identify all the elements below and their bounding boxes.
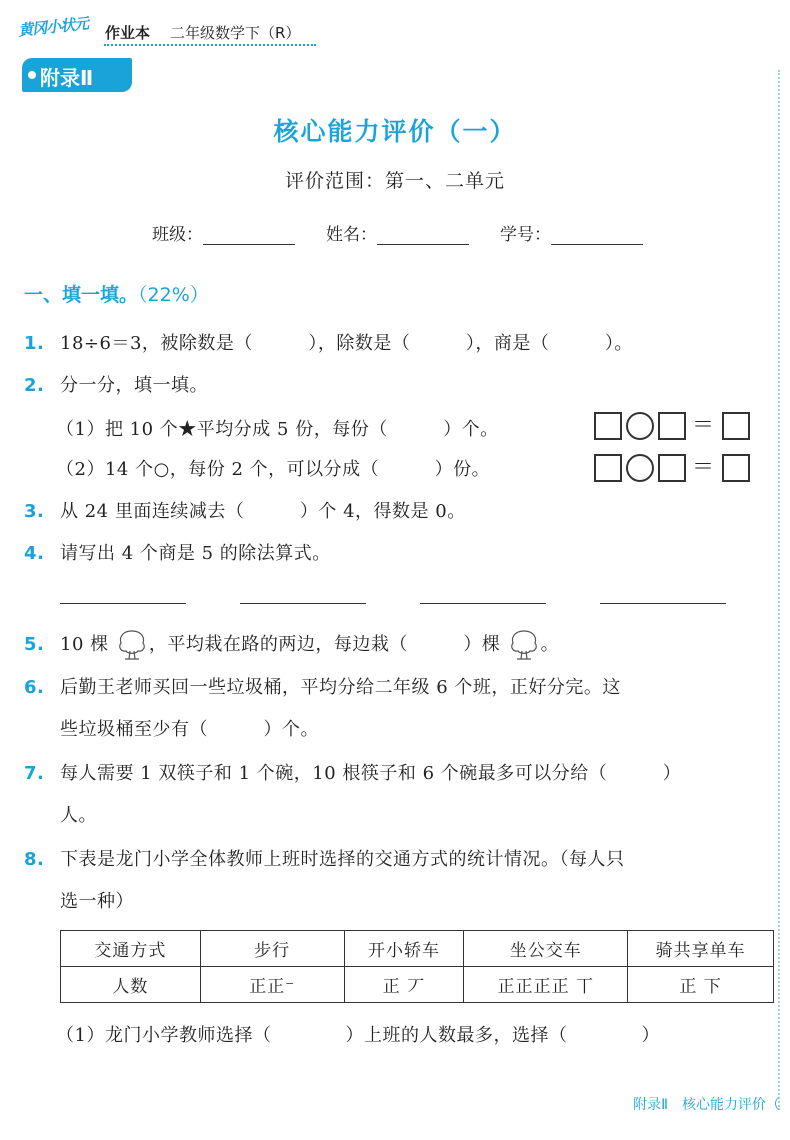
page-subtitle: 评价范围：第一、二单元	[284, 170, 505, 192]
subquestion-text: （1）把 10 个★平均分成 5 份，每份（ ）个。	[56, 419, 499, 440]
table-header-row	[61, 931, 774, 967]
id-label: 学号：	[500, 225, 551, 245]
answer-box[interactable]	[722, 454, 750, 482]
question-text: 下表是龙门小学全体教师上班时选择的交通方式的统计情况。（每人只	[60, 849, 625, 870]
answer-line[interactable]	[60, 603, 186, 604]
tree-icon	[507, 628, 541, 662]
table-header: 坐公交车	[464, 931, 628, 967]
table-header: 骑共享单车	[628, 931, 774, 967]
question-text-cont: ，平均栽在路的两边，每边栽（ ）棵	[148, 634, 501, 655]
question-8	[24, 848, 625, 872]
margin-rule	[778, 70, 780, 1110]
answer-box[interactable]	[722, 412, 750, 440]
page-header	[18, 14, 318, 48]
question-number: 7.	[24, 763, 45, 784]
answer-box[interactable]	[658, 454, 686, 482]
header-divider	[104, 44, 316, 46]
table-row	[61, 967, 774, 1003]
table-cell: 正正⁻	[200, 967, 344, 1003]
question-8-part-1	[56, 1024, 660, 1048]
answer-box[interactable]	[594, 412, 622, 440]
answer-line[interactable]	[420, 603, 546, 604]
operator-circle[interactable]	[626, 454, 654, 482]
equation-boxes-1	[594, 412, 754, 442]
tag-dot-icon	[28, 71, 36, 79]
equals-sign: ＝	[692, 455, 715, 480]
book-type: 作业本	[105, 24, 151, 42]
question-text: 些垃圾桶至少有（ ）个。	[60, 719, 319, 740]
answer-box[interactable]	[658, 412, 686, 440]
class-label: 班级：	[152, 225, 203, 245]
name-field	[326, 220, 469, 245]
question-6	[24, 676, 621, 700]
question-7-line-2	[60, 804, 97, 828]
question-3	[24, 500, 466, 524]
student-id-field	[500, 220, 643, 245]
brand-logo: 黄冈小状元	[17, 14, 89, 40]
operator-circle[interactable]	[626, 412, 654, 440]
question-5	[24, 628, 559, 662]
table-cell: 人数	[61, 967, 201, 1003]
book-title: 二年级数学下（R）	[170, 24, 301, 42]
equals-sign: ＝	[692, 413, 715, 438]
question-2-part-1	[56, 418, 499, 442]
id-input-line[interactable]	[551, 229, 643, 245]
question-2-part-2	[56, 458, 490, 482]
question-text: 人。	[60, 805, 97, 826]
question-1	[24, 332, 633, 356]
tree-icon	[115, 628, 149, 662]
question-4	[24, 542, 331, 566]
equation-boxes-2	[594, 454, 754, 484]
question-6-line-2	[60, 718, 319, 742]
table-header: 开小轿车	[344, 931, 464, 967]
page-title: 核心能力评价（一）	[273, 117, 517, 146]
table-header: 步行	[200, 931, 344, 967]
name-label: 姓名：	[326, 225, 377, 245]
transport-table	[60, 930, 774, 1003]
name-input-line[interactable]	[377, 229, 469, 245]
question-text: 请写出 4 个商是 5 的除法算式。	[60, 543, 331, 564]
answer-line[interactable]	[600, 603, 726, 604]
question-number: 1.	[24, 333, 45, 354]
section-heading	[24, 280, 209, 307]
table-cell: 正正正正 丅	[464, 967, 628, 1003]
question-number: 2.	[24, 375, 45, 396]
question-text: 10 棵	[60, 634, 109, 655]
answer-line[interactable]	[240, 603, 366, 604]
question-number: 3.	[24, 501, 45, 522]
section-title: 一、填一填。	[24, 284, 139, 306]
question-7	[24, 762, 681, 786]
subquestion-text: （2）14 个○，每份 2 个，可以分成（ ）份。	[56, 459, 491, 480]
table-cell: 正 丆	[344, 967, 464, 1003]
question-text: 后勤王老师买回一些垃圾桶，平均分给二年级 6 个班，正好分完。这	[60, 677, 621, 698]
question-text: 每人需要 1 双筷子和 1 个碗，10 根筷子和 6 个碗最多可以分给（ ）	[60, 763, 682, 784]
appendix-label: 附录Ⅱ	[40, 66, 94, 90]
question-number: 5.	[24, 634, 45, 655]
table-cell: 正 下	[628, 967, 774, 1003]
page-footer: 附录Ⅱ 核心能力评价（	[633, 1097, 780, 1113]
question-text: 从 24 里面连续减去（ ）个 4，得数是 0。	[60, 501, 466, 522]
question-text: 18÷6＝3，被除数是（ ），除数是（ ），商是（ ）。	[60, 333, 633, 354]
class-field	[152, 220, 295, 245]
class-input-line[interactable]	[203, 229, 295, 245]
question-number: 4.	[24, 543, 45, 564]
question-8-line-2	[60, 890, 134, 914]
subquestion-text: （1）龙门小学教师选择（ ）上班的人数最多，选择（ ）	[56, 1025, 660, 1046]
question-number: 8.	[24, 849, 45, 870]
question-text: 选一种）	[60, 891, 134, 912]
question-number: 6.	[24, 677, 45, 698]
section-percent: （22%）	[138, 284, 209, 306]
table-header: 交通方式	[61, 931, 201, 967]
question-text: 分一分，填一填。	[60, 375, 208, 396]
question-2	[24, 374, 208, 398]
appendix-tag	[22, 58, 132, 92]
answer-box[interactable]	[594, 454, 622, 482]
question-text-end: 。	[540, 634, 560, 655]
